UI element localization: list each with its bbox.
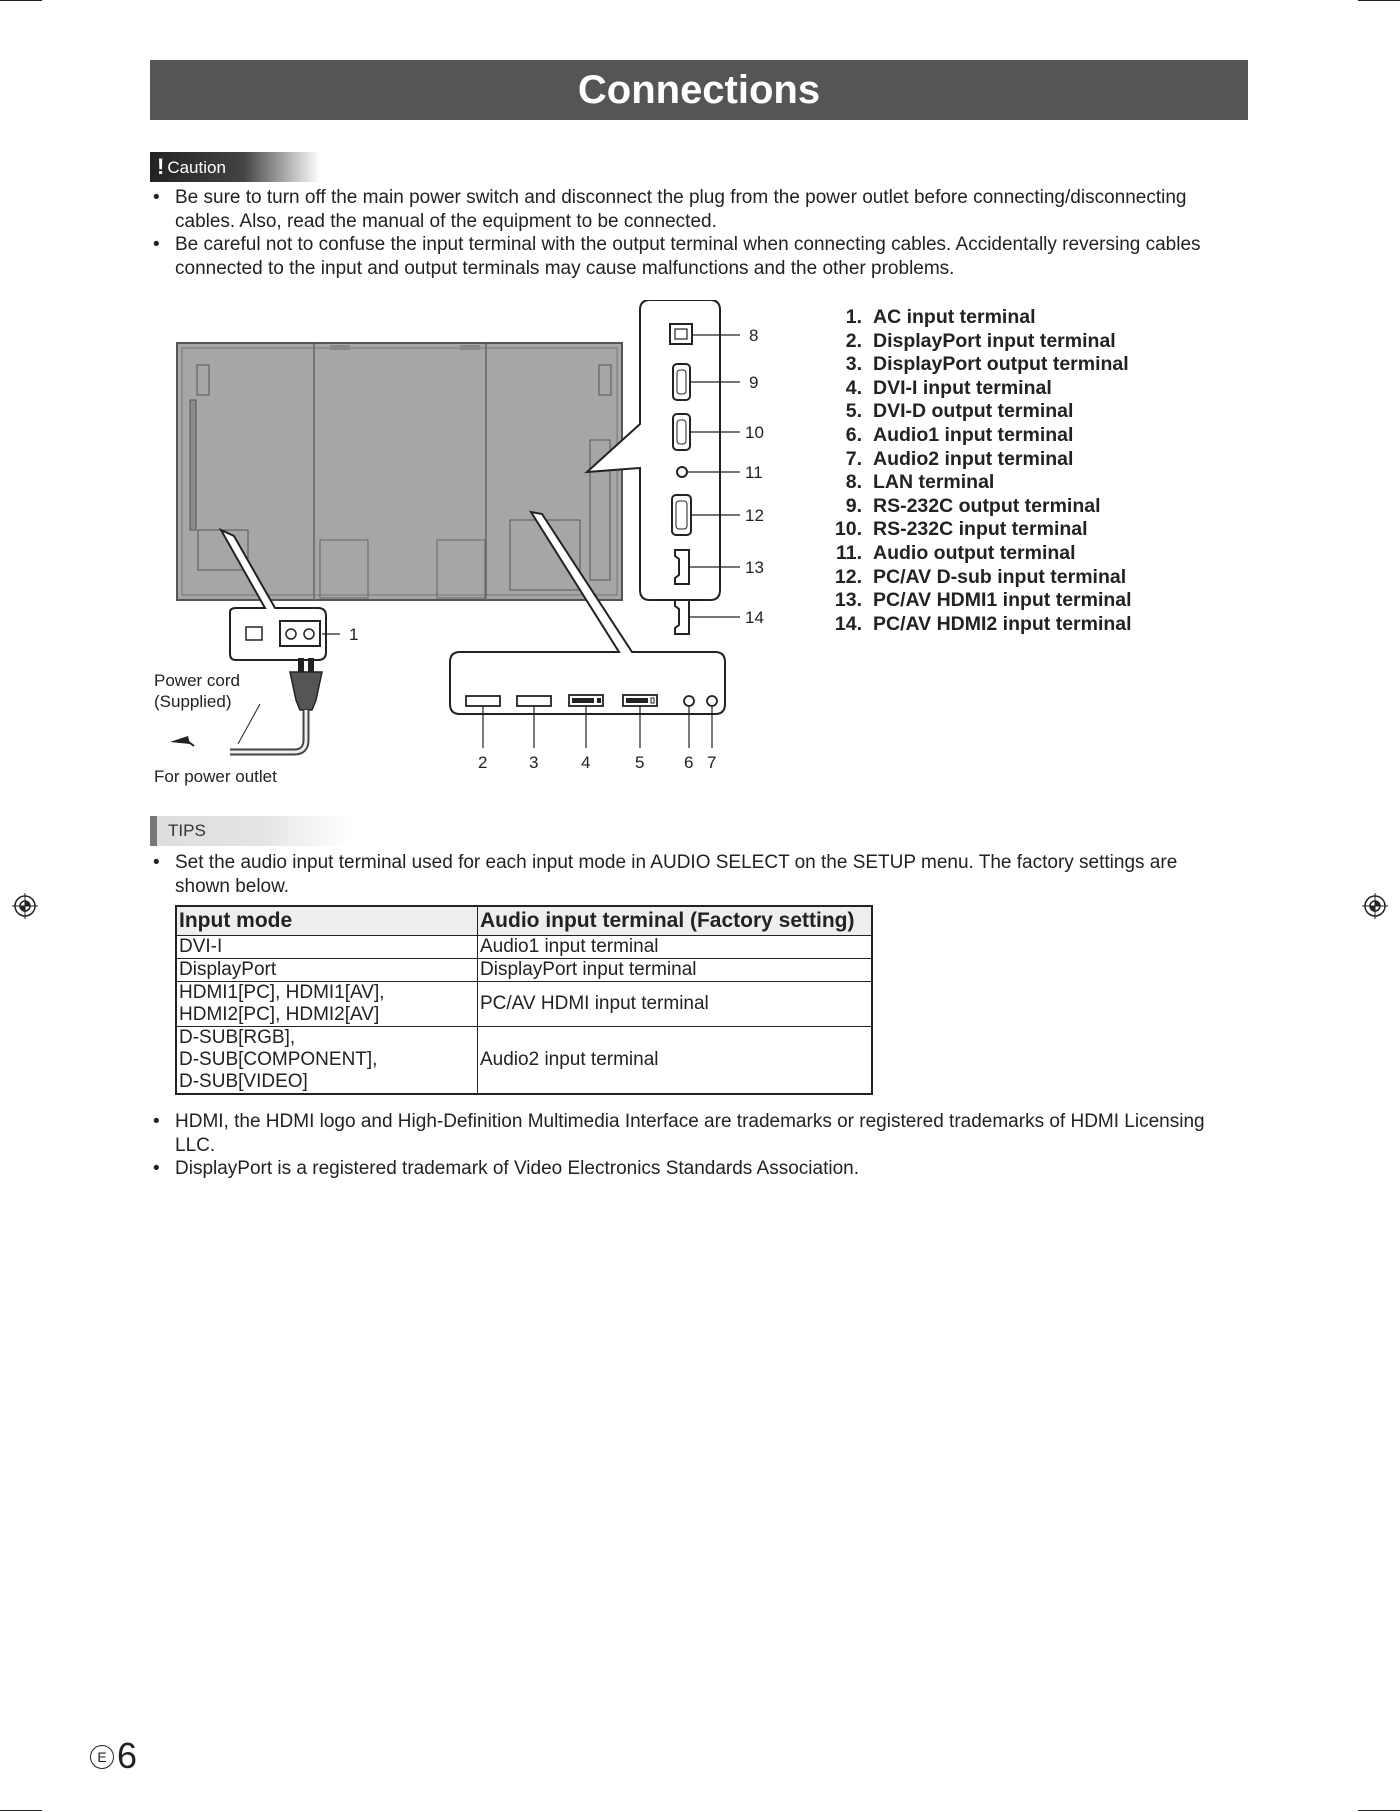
- displayport-out-port: [517, 696, 551, 706]
- terminal-item: 12. PC/AV D-sub input terminal: [834, 565, 1127, 588]
- terminal-item: 6. Audio1 input terminal: [845, 423, 1074, 446]
- crop-mark: [0, 0, 42, 1]
- callout-number: 11: [745, 463, 763, 482]
- tips-item: • Set the audio input terminal used for each input mode in AUDIO SELECT on the SETUP menu. The factory settings are shown below.: [150, 851, 1230, 898]
- registration-mark-icon: [11, 892, 39, 920]
- crop-mark: [0, 1810, 42, 1811]
- audio-settings-table: [175, 905, 873, 1095]
- terminal-item: 5. DVI-D output terminal: [845, 400, 1074, 423]
- trademark-item: • DisplayPort is a registered trademark of Video Electronics Standards Association.: [150, 1157, 1230, 1181]
- table-header-row: [176, 906, 872, 936]
- displayport-in-port: [466, 696, 500, 706]
- callout-number: 7: [707, 753, 717, 772]
- caution-item: • Be careful not to confuse the input terminal with the output terminal when connecting cables. Accidentally reversing cables connected to the input and output terminals may cause malfunctions and the other problems.: [150, 233, 1230, 280]
- callout-number: 10: [745, 423, 764, 442]
- crop-mark: [1358, 0, 1400, 1]
- page-number: [90, 1735, 137, 1777]
- callout-number: 5: [635, 753, 645, 772]
- caution-icon: !: [157, 154, 165, 179]
- crop-mark: [1358, 1810, 1400, 1811]
- page-number-value: 6: [117, 1735, 138, 1776]
- terminal-item: 13. PC/AV HDMI1 input terminal: [834, 589, 1132, 612]
- terminal-item: 8. LAN terminal: [845, 471, 995, 494]
- table-cell: DVI-I: [176, 936, 478, 959]
- terminal-item: 14. PC/AV HDMI2 input terminal: [834, 612, 1132, 635]
- terminal-item: 10. RS-232C input terminal: [834, 518, 1088, 541]
- callout-number: 14: [745, 608, 764, 627]
- table-header-cell: Audio input terminal (Factory setting): [478, 906, 873, 936]
- callout-number: 2: [478, 753, 488, 772]
- tips-label: TIPS: [150, 816, 350, 846]
- rs232c-out-port: [673, 364, 690, 400]
- callout-number: 13: [745, 558, 764, 577]
- table-row: [176, 936, 872, 959]
- callout-number: 9: [749, 373, 759, 392]
- caution-item: • Be sure to turn off the main power switch and disconnect the plug from the power outlet before connecting/disconnecting cables. Also, read the manual of the equipment to be connected.: [150, 186, 1230, 233]
- callout-number: 3: [529, 753, 539, 772]
- caution-label-text: Caution: [167, 158, 226, 177]
- page-letter-badge: E: [90, 1745, 114, 1769]
- terminal-item: 4. DVI-I input terminal: [845, 376, 1052, 399]
- rs232c-in-port: [673, 414, 690, 450]
- terminal-item: 11. Audio output terminal: [835, 541, 1076, 564]
- power-outlet-label: For power outlet: [154, 767, 277, 786]
- terminal-item: 3. DisplayPort output terminal: [845, 353, 1129, 376]
- caution-label: [150, 152, 320, 182]
- table-header-cell: Input mode: [176, 906, 478, 936]
- page-title: Connections: [150, 60, 1248, 120]
- audio1-in-port: [684, 696, 694, 706]
- callout-number: 8: [749, 326, 759, 345]
- table-row: [176, 1027, 872, 1095]
- audio-out-port: [677, 467, 687, 477]
- callout-number: 1: [349, 625, 359, 644]
- power-cord-supplied-label: (Supplied): [154, 692, 232, 711]
- terminal-item: 1. AC input terminal: [845, 306, 1036, 328]
- tips-list: [150, 851, 1230, 898]
- terminal-list: [830, 306, 1132, 636]
- table-cell: DisplayPort: [176, 959, 478, 982]
- caution-list: [150, 186, 1230, 280]
- table-cell: D-SUB[RGB], D-SUB[COMPONENT], D-SUB[VIDEO]: [176, 1027, 478, 1095]
- table-cell: Audio1 input terminal: [478, 936, 873, 959]
- power-cord-label: Power cord: [154, 671, 240, 690]
- table-row: [176, 959, 872, 982]
- registration-mark-icon: [1361, 892, 1389, 920]
- terminal-item: 7. Audio2 input terminal: [845, 447, 1074, 470]
- hdmi2-port: [675, 600, 689, 634]
- callout-number: 12: [745, 506, 764, 525]
- trademark-list: [150, 1110, 1230, 1181]
- callout-number: 4: [581, 753, 591, 772]
- connection-diagram: [140, 300, 780, 800]
- table-cell: DisplayPort input terminal: [478, 959, 873, 982]
- table-cell: PC/AV HDMI input terminal: [478, 982, 873, 1027]
- terminal-item: 9. RS-232C output terminal: [845, 494, 1101, 517]
- terminal-item: 2. DisplayPort input terminal: [845, 329, 1116, 352]
- callout-number: 6: [684, 753, 694, 772]
- table-cell: HDMI1[PC], HDMI1[AV], HDMI2[PC], HDMI2[AV]: [176, 982, 478, 1027]
- trademark-item: • HDMI, the HDMI logo and High-Definition Multimedia Interface are trademarks or registered trademarks of HDMI Licensing LLC.: [150, 1110, 1230, 1157]
- table-cell: Audio2 input terminal: [478, 1027, 873, 1095]
- audio2-in-port: [707, 696, 717, 706]
- table-row: [176, 982, 872, 1027]
